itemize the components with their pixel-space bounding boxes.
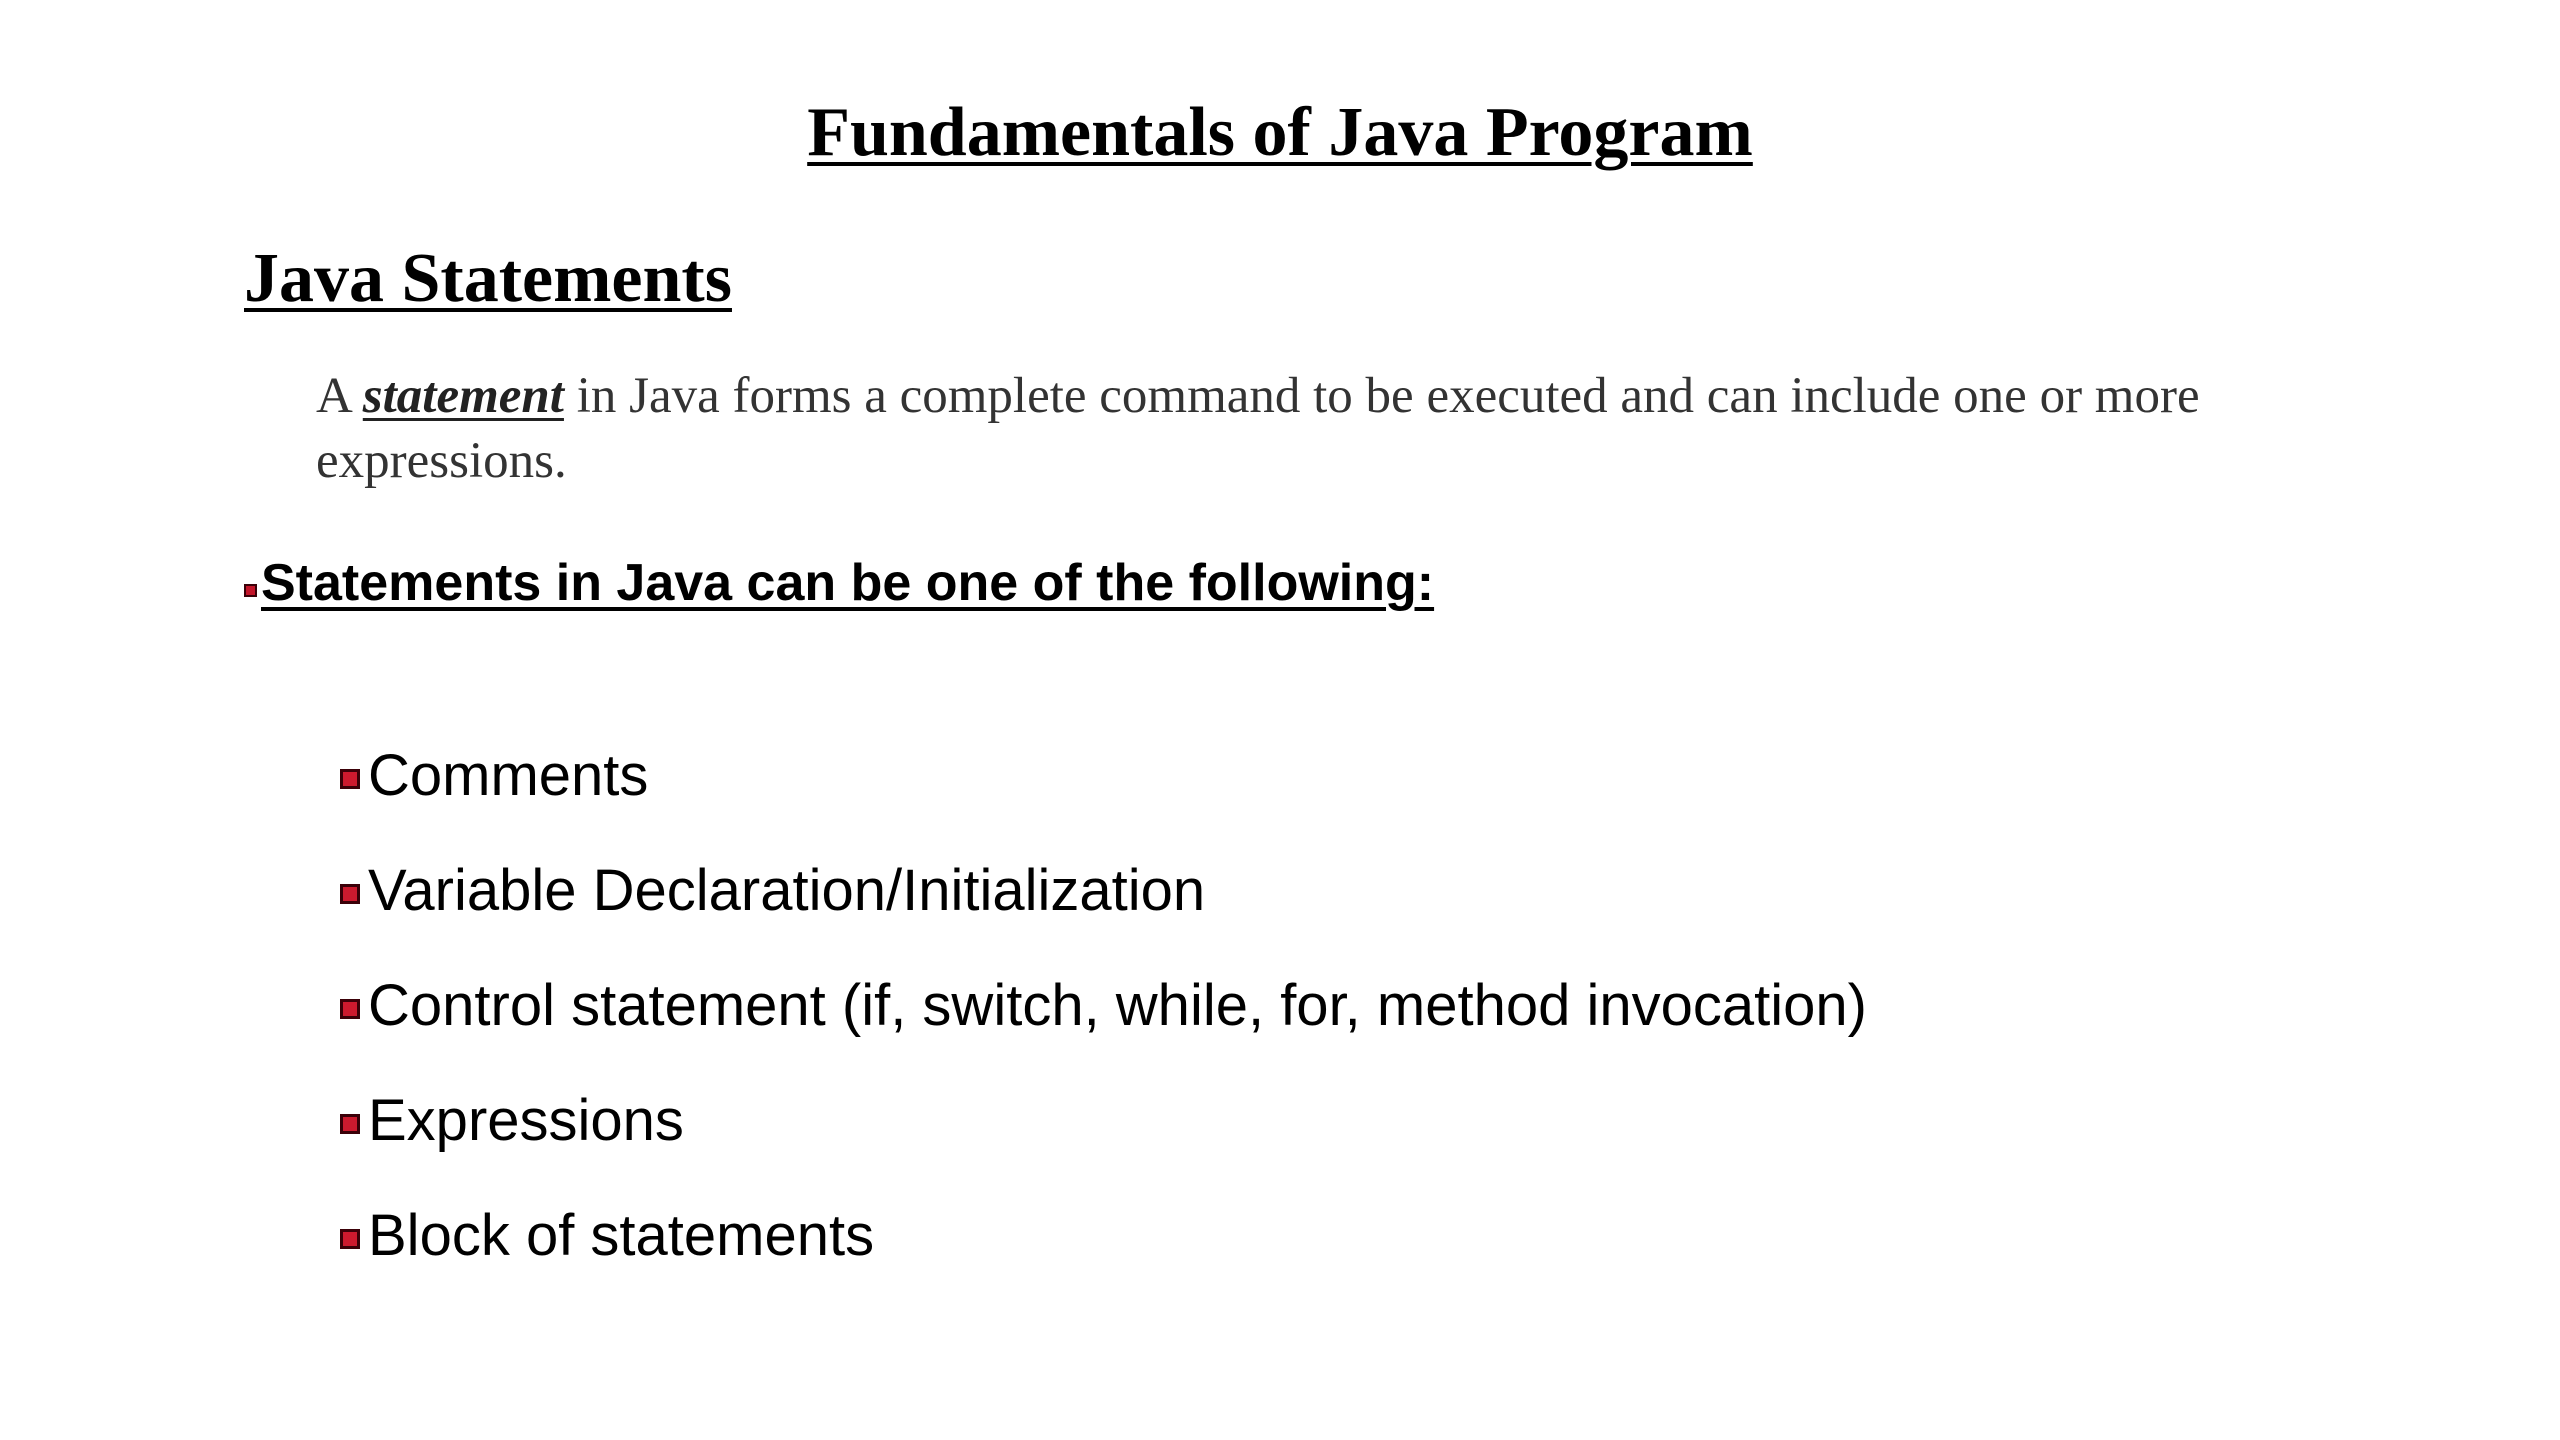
definition-prefix: A bbox=[316, 368, 363, 424]
definition-paragraph bbox=[316, 364, 2396, 494]
list-item bbox=[340, 833, 1867, 948]
slide-title-text: Fundamentals of Java Program bbox=[807, 94, 1753, 171]
list-item-text: Control statement (if, switch, while, for, method invocation) bbox=[368, 972, 1867, 1038]
red-square-bullet-icon bbox=[340, 1114, 360, 1134]
statement-types-list bbox=[340, 718, 1867, 1293]
red-square-bullet-icon bbox=[340, 1229, 360, 1249]
lead-text: Statements in Java can be one of the following: bbox=[261, 554, 1435, 612]
list-item bbox=[340, 948, 1867, 1063]
list-item-text: Block of statements bbox=[368, 1202, 875, 1268]
list-item bbox=[340, 718, 1867, 833]
red-square-bullet-icon bbox=[340, 884, 360, 904]
list-item-text: Variable Declaration/Initialization bbox=[368, 857, 1206, 923]
list-item bbox=[340, 1063, 1867, 1178]
red-square-bullet-icon bbox=[340, 999, 360, 1019]
lead-bullet-line bbox=[244, 550, 1434, 616]
section-heading: Java Statements bbox=[244, 240, 732, 317]
red-square-bullet-icon bbox=[340, 769, 360, 789]
list-item bbox=[340, 1178, 1867, 1293]
red-square-bullet-icon bbox=[244, 584, 257, 597]
slide-title bbox=[0, 88, 2560, 178]
definition-term: statement bbox=[362, 368, 564, 424]
list-item-text: Comments bbox=[368, 742, 649, 808]
list-item-text: Expressions bbox=[368, 1087, 684, 1153]
definition-rest: in Java forms a complete command to be executed and can include one or more expressions. bbox=[316, 368, 2200, 489]
